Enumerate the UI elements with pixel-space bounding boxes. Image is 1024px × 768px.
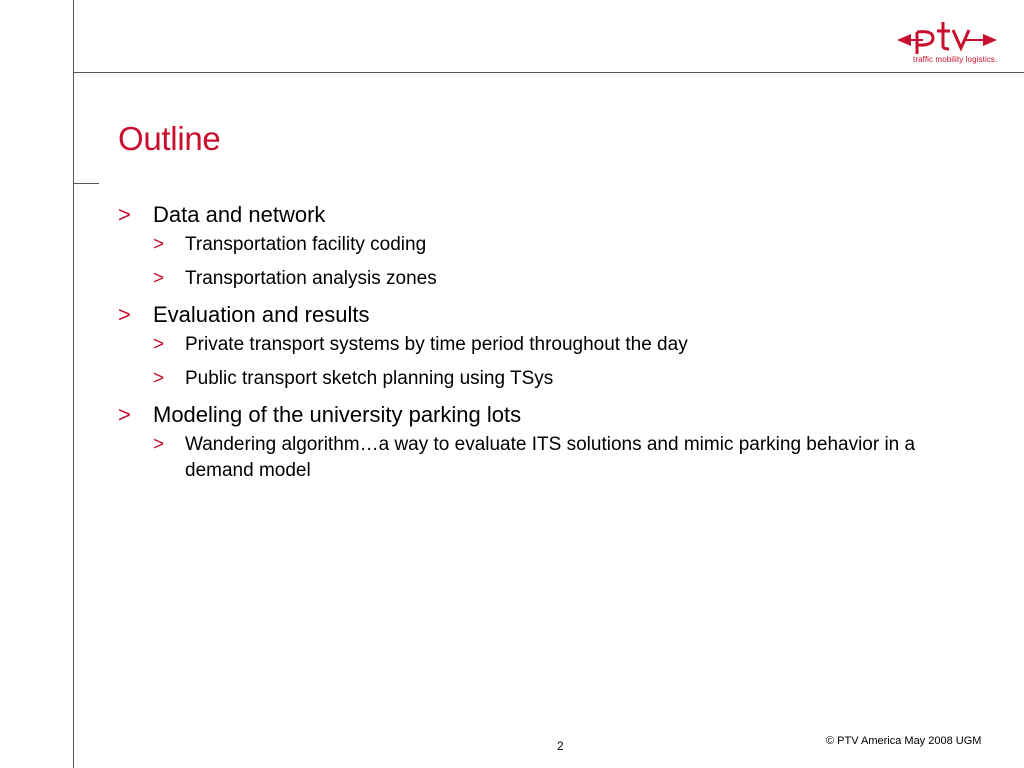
title-tick-mark bbox=[73, 183, 99, 184]
outline-subitem-text: Private transport systems by time period throughout the day bbox=[185, 334, 688, 355]
outline-subitem-text: Public transport sketch planning using TSys bbox=[185, 368, 554, 389]
list-item bbox=[153, 366, 938, 392]
bullet-chevron-icon: > bbox=[118, 202, 131, 227]
bullet-chevron-icon: > bbox=[118, 302, 131, 327]
bullet-chevron-icon: > bbox=[153, 368, 165, 389]
ptv-logo-mark-icon bbox=[893, 18, 1003, 58]
outline-subitem-text: Transportation facility coding bbox=[185, 234, 427, 255]
outline-item-text: Evaluation and results bbox=[153, 302, 370, 327]
list-item bbox=[153, 432, 938, 484]
bullet-chevron-icon: > bbox=[153, 268, 165, 289]
bullet-chevron-icon: > bbox=[153, 334, 165, 355]
list-item bbox=[118, 200, 938, 292]
list-item bbox=[118, 400, 938, 484]
outline-list bbox=[118, 200, 938, 492]
bullet-chevron-icon: > bbox=[153, 234, 165, 255]
logo-tagline: traffic mobility logistics. bbox=[913, 55, 998, 64]
left-vertical-rule bbox=[73, 0, 74, 768]
copyright-notice: © PTV America May 2008 UGM bbox=[826, 735, 982, 747]
outline-item-text: Modeling of the university parking lots bbox=[153, 402, 522, 427]
page-number: 2 bbox=[557, 739, 564, 753]
list-item bbox=[153, 232, 938, 258]
list-item bbox=[153, 332, 938, 358]
bullet-chevron-icon: > bbox=[118, 402, 131, 427]
sub-list bbox=[153, 332, 938, 392]
outline-subitem-text: Wandering algorithm…a way to evaluate ITS solutions and mimic parking behavior in a demand model bbox=[185, 434, 916, 481]
sub-list bbox=[153, 232, 938, 292]
outline-subitem-text: Transportation analysis zones bbox=[185, 268, 437, 289]
list-item bbox=[153, 266, 938, 292]
sub-list bbox=[153, 432, 938, 484]
header-horizontal-rule bbox=[73, 72, 1024, 73]
slide-title: Outline bbox=[118, 120, 221, 157]
outline-item-text: Data and network bbox=[153, 202, 326, 227]
list-item bbox=[118, 300, 938, 392]
bullet-chevron-icon: > bbox=[153, 434, 165, 455]
